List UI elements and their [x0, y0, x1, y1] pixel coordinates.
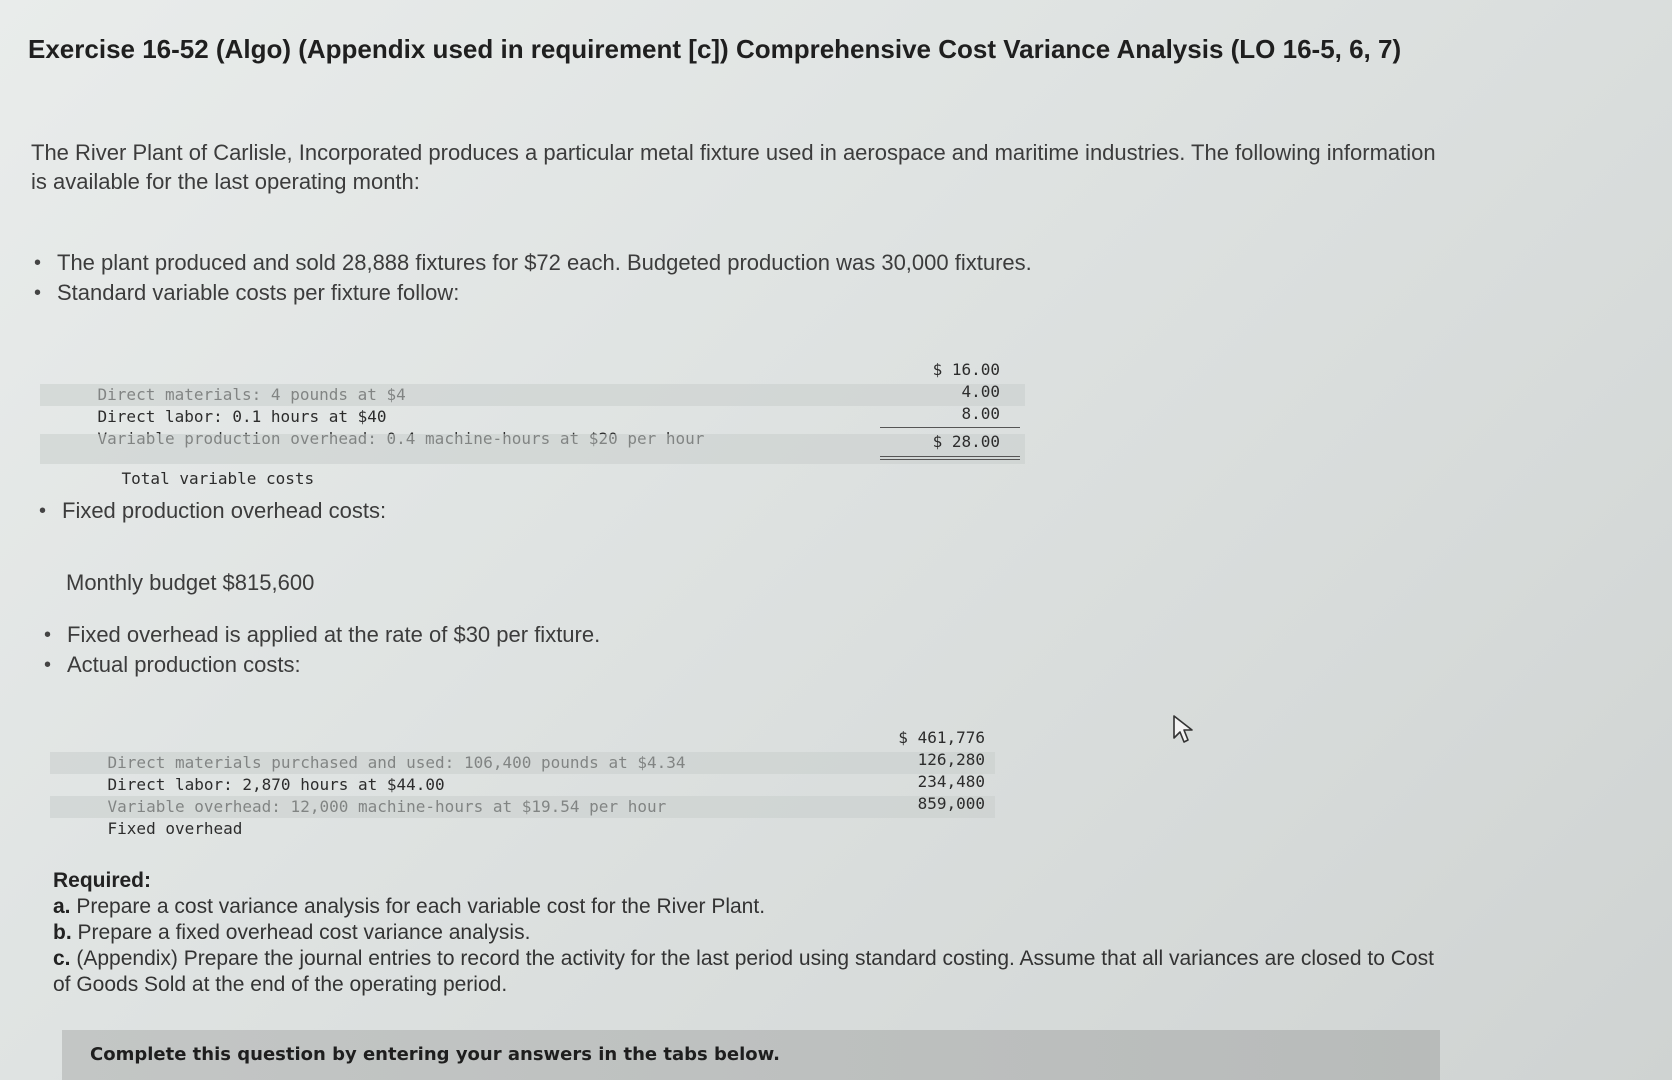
actual-costs-table: [50, 728, 995, 838]
actual-row-label: Fixed overhead: [107, 819, 243, 838]
fixed-overhead-budget: Monthly budget $815,600: [66, 570, 315, 595]
standard-total-label: Total variable costs: [121, 469, 315, 488]
tabs-instruction-text: Complete this question by entering your answers in the tabs below.: [90, 1044, 780, 1065]
standard-costs-table: [40, 360, 1025, 488]
actual-row-label: Direct labor: 2,870 hours at $44.00: [107, 775, 445, 794]
standard-row-label: Direct labor: 0.1 hours at $40: [97, 407, 387, 426]
standard-amount-total: $ 28.00: [932, 432, 1000, 451]
requirement-c: [53, 946, 1453, 998]
requirement-letter: b.: [53, 921, 72, 944]
actual-amount-fixed-overhead: 859,000: [917, 794, 985, 813]
actual-amount-labor: 126,280: [917, 750, 985, 769]
requirement-text: (Appendix) Prepare the journal entries to record the activity for the last period using standard costing. Assume that all variances are closed to Cost of Goods Sold at the end of the operating period.: [53, 947, 1434, 996]
standard-amount-overhead: 8.00: [961, 404, 1000, 423]
subtotal-rule: [880, 427, 1020, 428]
mouse-pointer-icon: [1172, 714, 1194, 749]
total-double-rule-top: [880, 456, 1020, 457]
requirement-text: Prepare a cost variance analysis for each variable cost for the River Plant.: [76, 895, 766, 918]
bullet-actual-costs: • Actual production costs:: [40, 650, 600, 680]
requirement-text: Prepare a fixed overhead cost variance analysis.: [77, 921, 531, 944]
requirement-letter: a.: [53, 895, 71, 918]
info-bullets-2: [40, 620, 600, 680]
standard-amount-labor: 4.00: [961, 382, 1000, 401]
bullet-fixed-overhead: • Fixed production overhead costs:: [35, 496, 386, 526]
info-bullets-fixed: [35, 496, 386, 526]
exercise-title: Exercise 16-52 (Algo) (Appendix used in requirement [c]) Comprehensive Cost Variance Analysis (LO 16-5, 6, 7): [28, 34, 1402, 64]
info-bullets-1: [30, 248, 1032, 308]
bullet-production: • The plant produced and sold 28,888 fixtures for $72 each. Budgeted production was 30,000 fixtures.: [30, 248, 1032, 278]
requirement-letter: c.: [53, 947, 71, 970]
standard-row-total: [40, 434, 1025, 488]
requirement-b: [53, 920, 1453, 946]
total-double-rule-bottom: [880, 459, 1020, 460]
actual-amount-materials: $ 461,776: [898, 728, 985, 747]
required-heading: Required:: [53, 869, 152, 892]
requirement-a: [53, 894, 1453, 920]
bullet-applied-rate: • Fixed overhead is applied at the rate of $30 per fixture.: [40, 620, 600, 650]
intro-paragraph: The River Plant of Carlisle, Incorporated produces a particular metal fixture used in aerospace and maritime industries. The following information is available for the last operating month:: [31, 140, 1436, 194]
standard-amount-materials: $ 16.00: [932, 360, 1000, 379]
actual-amount-variable-overhead: 234,480: [917, 772, 985, 791]
tabs-instruction-bar: [62, 1030, 1440, 1080]
required-section: [53, 868, 1453, 998]
bullet-standard-costs: • Standard variable costs per fixture follow:: [30, 278, 1032, 308]
